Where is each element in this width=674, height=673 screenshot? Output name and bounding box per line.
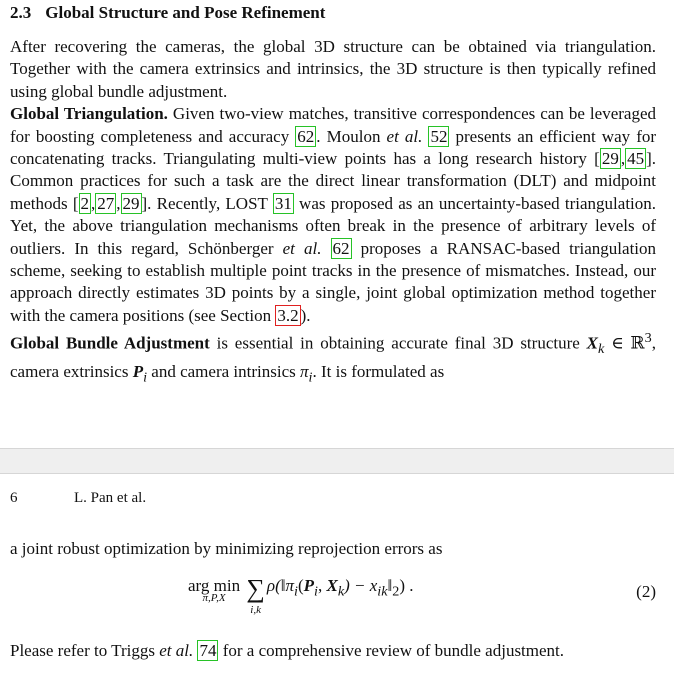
eq-term: ) − x [344,576,378,595]
argmin-label: arg min [188,576,241,595]
argmin-operator [188,576,240,604]
running-author: L. Pan et al. [74,490,147,506]
final-paragraph [10,641,564,661]
equation-2 [0,572,674,628]
et-al: et al. [159,641,194,660]
text-run: . Moulon [316,126,387,146]
eq-term: ( [297,576,304,595]
eq-term: ) . [399,576,414,595]
text-run [321,239,330,258]
citation-link[interactable]: 45 [627,149,645,169]
citation-link[interactable]: 29 [601,149,619,169]
text-run: . Recently, LOST [147,193,273,213]
math-superscript: 3 [644,330,652,347]
page-number: 6 [10,490,18,506]
citation-link[interactable]: 2 [80,193,89,213]
math-symbol: X [586,333,598,353]
citation-link[interactable]: 29 [122,193,140,213]
text-run: , camera extrinsics [10,333,656,381]
math-subscript: k [597,341,605,358]
et-al: et al. [386,126,423,146]
section-title: Global Structure and Pose Refinement [45,3,326,22]
citation-link[interactable]: 74 [199,641,217,660]
eq-subscript: i [294,583,298,600]
citation-link[interactable]: 62 [297,126,315,146]
text-run: for a comprehensive review of bundle adjustment. [218,641,565,660]
text-run: proposes a RANSAC-based triangulation scheme, seeking to establish multiple point tracks in the presence of mismatches. Instead, our approach directly estimates 3D points by a single, joint global optimization method together with the camera positions (see Section [10,238,657,325]
text-run: Given two-view matches, transitive correspondences can be leveraged for boosting completeness and accuracy [10,104,656,146]
math-subscript: i [308,369,313,386]
continuation-text: a joint robust optimization by minimizing reprojection errors as [10,539,443,558]
sigma-symbol: ∑ [246,574,265,603]
sum-operator [246,576,265,616]
equation-body [188,576,414,616]
text-run: . It is formulated as [312,361,445,381]
text-run: . Common practices for such a task are the direct linear transformation (DLT) and midpoint methods [10,149,656,213]
page-separator [0,448,674,474]
citation-link[interactable]: 52 [430,126,448,146]
eq-subscript: i [314,583,318,600]
text-run: is essential in obtaining accurate final 3D structure [209,333,587,353]
eq-term: X [326,576,338,595]
eq-term: P [303,576,315,595]
citation-link[interactable]: 62 [332,238,350,258]
math-symbol: P [132,361,144,381]
et-al: et al. [282,238,322,258]
body-text [10,36,656,389]
math-symbol: ∈ ℝ [604,333,645,353]
eq-term: , [317,576,327,595]
text-run: ). [300,305,311,325]
math-symbol: π [300,361,309,381]
eq-subscript: 2 [392,583,400,600]
eq-term: ‖ [387,576,393,595]
equation-number: (2) [636,582,656,601]
section-heading [10,3,325,23]
eq-subscript: k [337,583,345,600]
text-run: and camera intrinsics [147,361,300,381]
citation-link[interactable]: 31 [274,193,292,213]
argmin-subscript: π,P,X [202,592,226,604]
paragraph-intro: After recovering the cameras, the global 3D structure can be obtained via triangulation. Together with the camera extrinsics and intrinsics, the 3D structure is then typically refined using global bundle adjustment. [10,37,656,101]
paragraph-lead-triangulation: Global Triangulation. [10,104,168,124]
sum-subscript: i,k [250,604,261,616]
section-number: 2.3 [10,3,32,22]
math-subscript: i [143,369,148,386]
eq-subscript: ik [377,583,388,600]
running-head [0,490,674,512]
text-run: Please refer to Triggs [10,641,160,660]
citation-link[interactable]: 27 [97,193,115,213]
paragraph-triangulation: Global Triangulation. Given two-view matches, transitive correspondences can be leveraged for boosting completeness and accuracy 62 . Moulon et al. 52 presents an efficient way for concatenating tracks. Triangulating multi-view points has a long research history [ 29 , 45 ]. Common practices for such a task are the direct linear transformation (DLT) and midpoint methods [ 2 , 27 , 29 ]. Recently, LOST 31 was proposed as an uncertainty-based triangulation. Yet, the above triangulation mechanisms often break in the presence of arbitrary levels of outliers. In this regard, Schönberger et al. 62 proposes a RANSAC-based triangulation scheme, seeking to establish multiple point tracks in the presence of mismatches. Instead, our approach directly estimates 3D points by a single, joint global optimization method together with the camera positions (see Section 3.2 ). [10,104,657,325]
paragraph-lead-bundle: Global Bundle Adjustment [10,333,210,353]
section-ref-link[interactable]: 3.2 [277,305,299,325]
text-run: presents an efficient way for concatenating tracks. Triangulating multi-view points has a long research history [10,126,657,169]
paragraph-bundle [10,327,656,388]
eq-term: ρ(‖π [266,576,295,595]
text-run: was proposed as an uncertainty-based triangulation. Yet, the above triangulation mechanisms often break in the presence of arbitrary levels of outliers. In this regard, Schönberger [10,193,657,258]
